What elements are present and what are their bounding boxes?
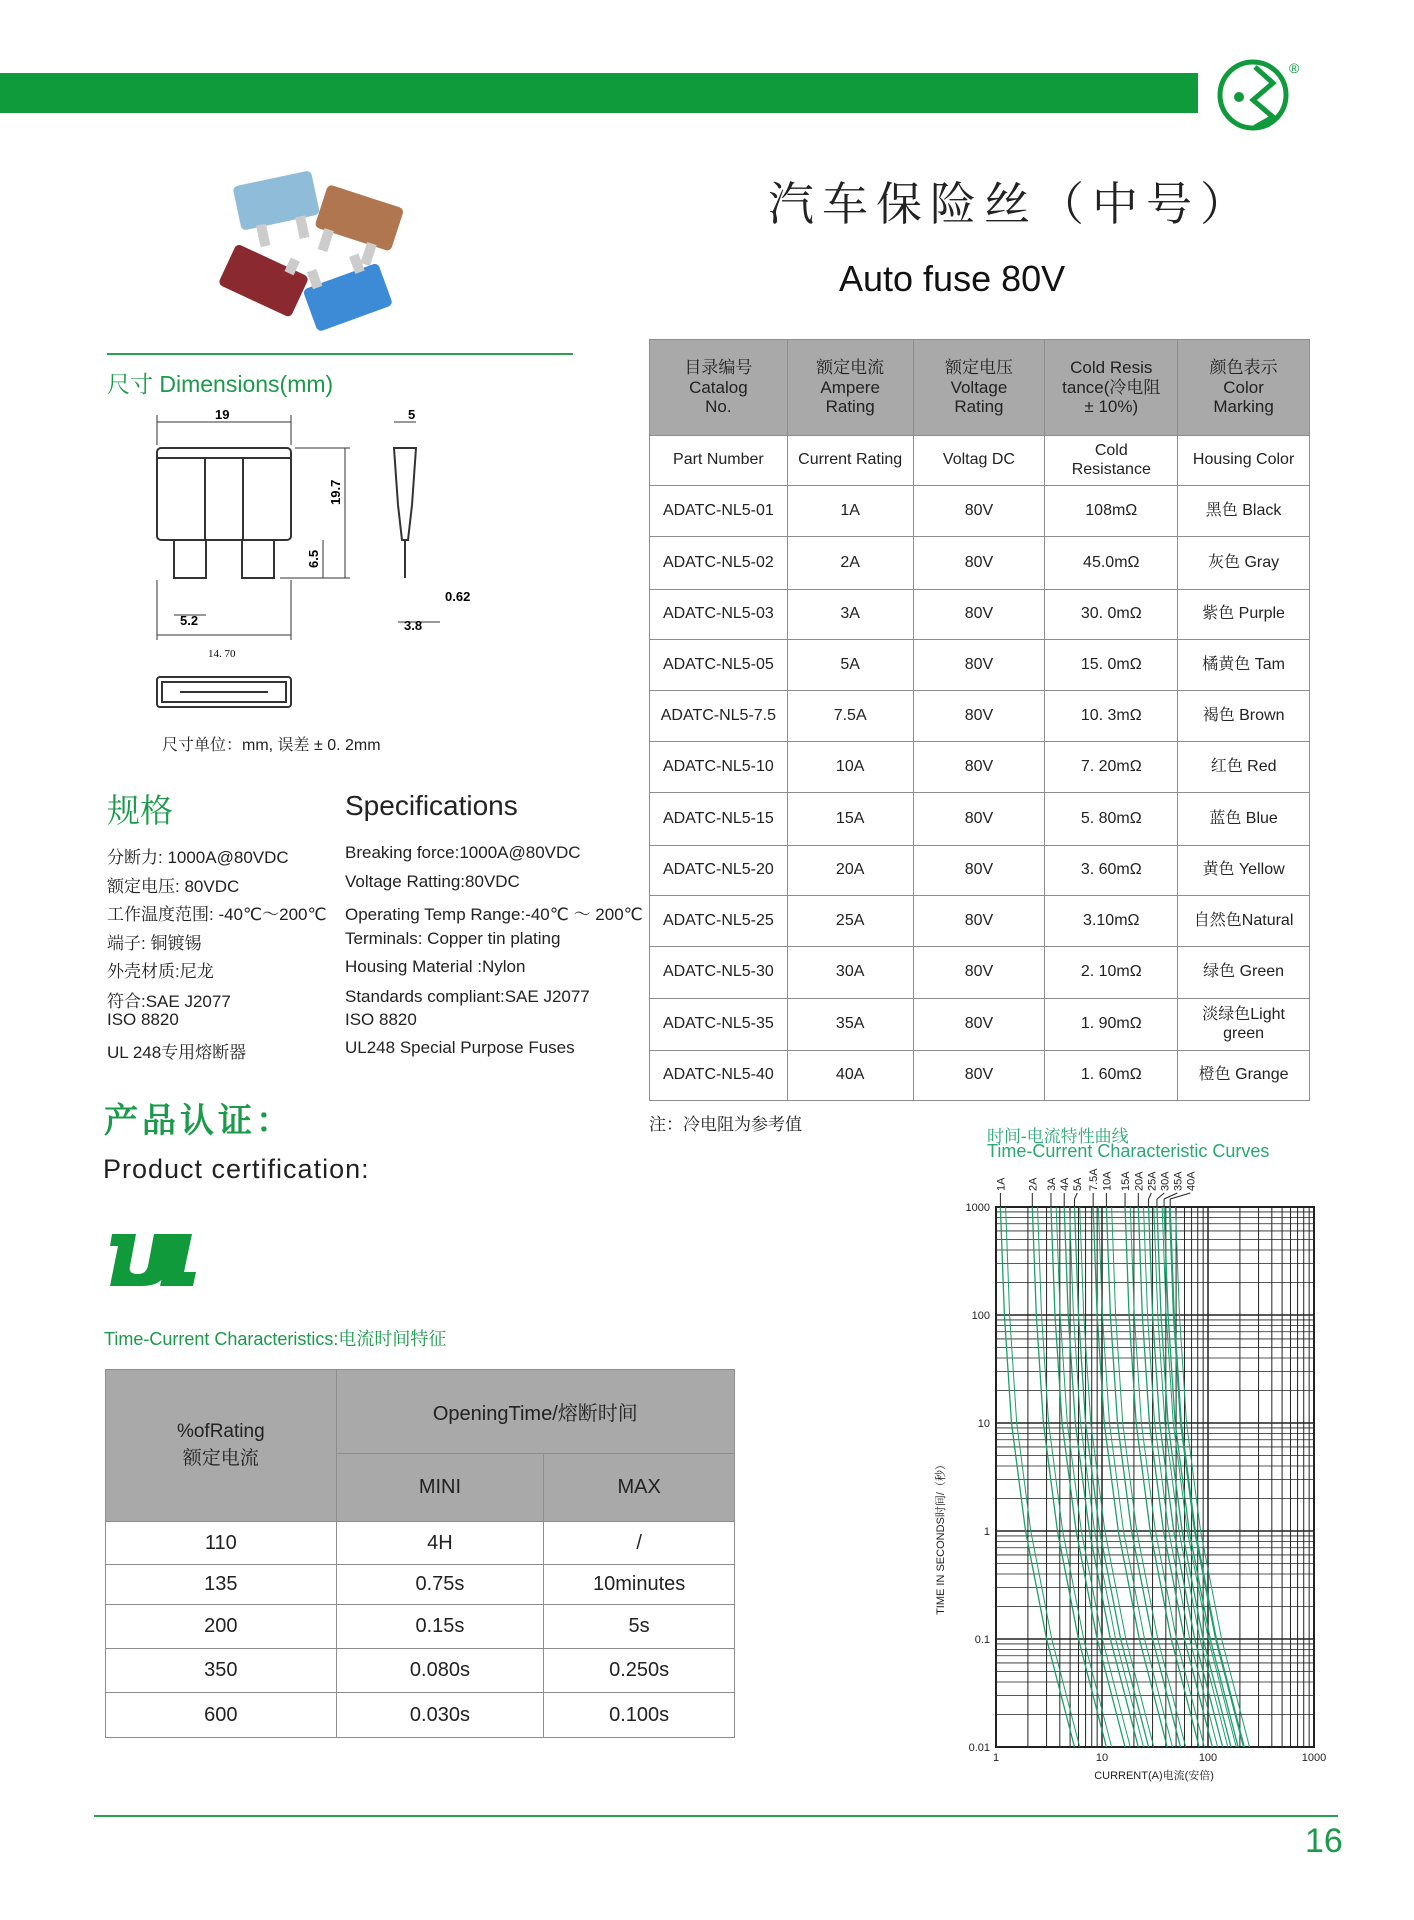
- table-row: [650, 537, 1310, 590]
- table-row: [650, 793, 1310, 846]
- x-tick-label: 1: [992, 1752, 1000, 1764]
- table-cell: 褐色 Brown: [1178, 691, 1310, 742]
- table-row: [106, 1649, 735, 1693]
- table-cell: 80V: [913, 640, 1045, 691]
- series-label: 10A: [1101, 1171, 1114, 1191]
- table-cell: 200: [106, 1605, 337, 1649]
- brand-logo: [1215, 55, 1305, 135]
- registered-mark: ®: [1289, 60, 1300, 76]
- certification-heading-en: Product certification:: [103, 1154, 370, 1184]
- spec-line-cn: 外壳材质:尼龙: [107, 962, 214, 981]
- dim-span-label: 14. 70: [208, 648, 236, 660]
- header-opening-time: OpeningTime/熔断时间: [336, 1370, 734, 1454]
- spec-line-en: Voltage Ratting:80VDC: [345, 872, 520, 891]
- unit-note: 尺寸单位：mm, 误差 ± 0. 2mm: [162, 737, 381, 754]
- series-label: 4A: [1059, 1177, 1072, 1191]
- series-label: 40A: [1185, 1171, 1198, 1191]
- table-cell: 135: [106, 1565, 337, 1605]
- table-row: [650, 436, 1310, 486]
- table-cell: 3.10mΩ: [1045, 896, 1178, 947]
- series-label: 2A: [1027, 1177, 1040, 1191]
- time-current-table: [105, 1369, 735, 1738]
- table-cell: ADATC-NL5-30: [650, 947, 788, 999]
- page-number: 16: [1305, 1822, 1343, 1860]
- table-row: [650, 486, 1310, 537]
- chart-title: Time-Current Characteristic Curves: [987, 1141, 1270, 1161]
- divider: [107, 353, 573, 355]
- table-cell: 10. 3mΩ: [1045, 691, 1178, 742]
- dim-thickness-label: 5: [408, 407, 416, 422]
- table-cell: 80V: [913, 537, 1045, 590]
- table-cell: 35A: [787, 999, 913, 1051]
- y-tick-label: 0.01: [968, 1742, 990, 1754]
- table-cell: 0.080s: [336, 1649, 544, 1693]
- dimension-drawing: [140, 400, 480, 720]
- table-cell: 0.250s: [544, 1649, 735, 1693]
- table-cell: ADATC-NL5-20: [650, 846, 788, 896]
- table-row: [650, 691, 1310, 742]
- table-cell: 7.5A: [787, 691, 913, 742]
- table-cell: 30. 0mΩ: [1045, 590, 1178, 640]
- table-cell: ADATC-NL5-10: [650, 742, 788, 793]
- dim-width-label: 19: [215, 407, 230, 422]
- table-cell: Cold Resistance: [1045, 436, 1178, 486]
- dim-side-label: 3.8: [404, 618, 423, 633]
- series-curve-max-40A: [1175, 1207, 1249, 1747]
- table-cell: ADATC-NL5-15: [650, 793, 788, 846]
- spec-line-cn: ISO 8820: [107, 1010, 179, 1029]
- series-label: 20A: [1133, 1171, 1146, 1191]
- table-cell: 橘黄色 Tam: [1178, 640, 1310, 691]
- table-cell: 3. 60mΩ: [1045, 846, 1178, 896]
- table-cell: 5A: [787, 640, 913, 691]
- series-leader: [1149, 1193, 1152, 1199]
- fuse-product-image: [207, 165, 412, 345]
- table-cell: 80V: [913, 691, 1045, 742]
- table-cell: 45.0mΩ: [1045, 537, 1178, 590]
- time-current-heading: Time-Current Characteristics:电流时间特征: [104, 1329, 447, 1349]
- series-leader: [1157, 1193, 1164, 1199]
- table-row: [650, 846, 1310, 896]
- table-row: [106, 1565, 735, 1605]
- table-cell: 黄色 Yellow: [1178, 846, 1310, 896]
- series-label: 7.5A: [1088, 1168, 1101, 1191]
- table-cell: 颜色表示 Color Marking: [1178, 340, 1310, 436]
- table-cell: 110: [106, 1522, 337, 1565]
- table-cell: 80V: [913, 947, 1045, 999]
- table-cell: 15. 0mΩ: [1045, 640, 1178, 691]
- series-label: 3A: [1045, 1177, 1058, 1191]
- table-cell: 4H: [336, 1522, 544, 1565]
- table-cell: 20A: [787, 846, 913, 896]
- table-cell: ADATC-NL5-03: [650, 590, 788, 640]
- spec-line-cn: UL 248专用熔断器: [107, 1043, 247, 1062]
- table-row: [650, 896, 1310, 947]
- table-cell: 红色 Red: [1178, 742, 1310, 793]
- title-chinese: 汽车保险丝（中号）: [768, 178, 1254, 230]
- series-label: 25A: [1146, 1171, 1159, 1191]
- table-cell: ADATC-NL5-02: [650, 537, 788, 590]
- table-cell: Current Rating: [787, 436, 913, 486]
- title-english: Auto fuse 80V: [839, 258, 1066, 299]
- table-cell: 1. 60mΩ: [1045, 1051, 1178, 1101]
- footer-divider: [94, 1815, 1338, 1817]
- table-cell: 108mΩ: [1045, 486, 1178, 537]
- table-cell: 80V: [913, 1051, 1045, 1101]
- plot-border: [996, 1207, 1314, 1747]
- y-tick-label: 10: [977, 1418, 990, 1430]
- spec-line-en: Standards compliant:SAE J2077: [345, 987, 590, 1006]
- ul-logo: [108, 1232, 198, 1288]
- table-cell: Voltag DC: [913, 436, 1045, 486]
- spec-line-cn: 工作温度范围: -40℃～200℃: [107, 905, 327, 924]
- table-cell: 80V: [913, 846, 1045, 896]
- table-cell: 0.15s: [336, 1605, 544, 1649]
- series-label: 35A: [1172, 1171, 1185, 1191]
- table-cell: 1. 90mΩ: [1045, 999, 1178, 1051]
- table-cell: 目录编号 Catalog No.: [650, 340, 788, 436]
- series-label: 5A: [1072, 1177, 1085, 1191]
- series-leader: [1074, 1193, 1077, 1199]
- spec-line-en: Operating Temp Range:-40℃ ～ 200℃: [345, 905, 643, 924]
- series-leader: [1170, 1193, 1190, 1199]
- dimensions-heading: 尺寸 Dimensions(mm): [107, 371, 334, 397]
- table-cell: 黑色 Black: [1178, 486, 1310, 537]
- certification-heading-cn: 产品认证：: [104, 1102, 294, 1140]
- table-cell: 灰色 Gray: [1178, 537, 1310, 590]
- time-current-chart: [920, 1160, 1360, 1800]
- table-cell: 绿色 Green: [1178, 947, 1310, 999]
- table-cell: 0.75s: [336, 1565, 544, 1605]
- series-label: 15A: [1120, 1171, 1133, 1191]
- spec-line-en: ISO 8820: [345, 1010, 417, 1029]
- table-cell: 蓝色 Blue: [1178, 793, 1310, 846]
- table-row: [106, 1693, 735, 1738]
- table-cell: 7. 20mΩ: [1045, 742, 1178, 793]
- y-tick-label: 0.1: [974, 1634, 990, 1646]
- table-cell: 额定电流 Ampere Rating: [787, 340, 913, 436]
- table-cell: Cold Resis tance(冷电阻 ± 10%): [1045, 340, 1178, 436]
- spec-line-en: Breaking force:1000A@80VDC: [345, 843, 581, 862]
- table-cell: ADATC-NL5-25: [650, 896, 788, 947]
- table-cell: 2A: [787, 537, 913, 590]
- spec-line-en: Terminals: Copper tin plating: [345, 929, 561, 948]
- table-row: [650, 640, 1310, 691]
- table-row: [650, 999, 1310, 1051]
- table-cell: 0.030s: [336, 1693, 544, 1738]
- y-tick-label: 1000: [965, 1202, 990, 1214]
- table-row: [650, 340, 1310, 436]
- table-cell: 80V: [913, 896, 1045, 947]
- series-curve-1A: [1000, 1207, 1074, 1747]
- table-cell: ADATC-NL5-35: [650, 999, 788, 1051]
- table-cell: 10minutes: [544, 1565, 735, 1605]
- dim-leg-label: 6.5: [306, 549, 321, 568]
- chart-title-cn: 时间-电流特性曲线: [987, 1127, 1129, 1146]
- spec-line-cn: 符合:SAE J2077: [107, 992, 231, 1011]
- header-max: MAX: [544, 1454, 735, 1522]
- table-cell: ADATC-NL5-40: [650, 1051, 788, 1101]
- table-cell: ADATC-NL5-7.5: [650, 691, 788, 742]
- spec-line-en: UL248 Special Purpose Fuses: [345, 1038, 575, 1057]
- table-cell: 30A: [787, 947, 913, 999]
- table-cell: ADATC-NL5-05: [650, 640, 788, 691]
- x-axis-title: CURRENT(A)电流(安倍): [1094, 1770, 1214, 1782]
- spec-line-cn: 端子: 铜镀锡: [107, 934, 202, 953]
- header-min: MINI: [336, 1454, 544, 1522]
- y-axis-title: TIME IN SECONDS时间/（秒）: [935, 1459, 947, 1615]
- table-cell: 80V: [913, 590, 1045, 640]
- table-cell: /: [544, 1522, 735, 1565]
- table-cell: 25A: [787, 896, 913, 947]
- table-cell: Housing Color: [1178, 436, 1310, 486]
- table-cell: 橙色 Grange: [1178, 1051, 1310, 1101]
- y-tick-label: 1: [983, 1526, 990, 1538]
- dim-gap-label: 5.2: [180, 613, 199, 628]
- series-label: 1A: [995, 1177, 1008, 1191]
- spec-line-cn: 额定电压: 80VDC: [107, 877, 240, 896]
- table-cell: 5s: [544, 1605, 735, 1649]
- table-row: [650, 1051, 1310, 1101]
- specs-heading-en: Specifications: [345, 790, 518, 821]
- series-label: 30A: [1159, 1171, 1172, 1191]
- spec-line-cn: 分断力: 1000A@80VDC: [107, 848, 289, 867]
- table-cell: 自然色Natural: [1178, 896, 1310, 947]
- table-row: [650, 947, 1310, 999]
- dim-height-label: 19.7: [328, 479, 343, 505]
- table-cell: 80V: [913, 999, 1045, 1051]
- header-rating: %ofRating 额定电流: [106, 1370, 337, 1522]
- table-cell: 600: [106, 1693, 337, 1738]
- table-cell: 3A: [787, 590, 913, 640]
- table-cell: 0.100s: [544, 1693, 735, 1738]
- table-cell: 80V: [913, 742, 1045, 793]
- table-row: [106, 1522, 735, 1565]
- header-bar: [0, 73, 1198, 113]
- spec-line-en: Housing Material :Nylon: [345, 957, 526, 976]
- table-cell: 淡绿色Light green: [1178, 999, 1310, 1051]
- table-cell: 紫色 Purple: [1178, 590, 1310, 640]
- x-tick-label: 10: [1095, 1752, 1109, 1764]
- specs-heading-cn: 规格: [107, 792, 173, 829]
- table-note: 注：冷电阻为参考值: [649, 1115, 802, 1134]
- table-cell: 80V: [913, 486, 1045, 537]
- table-cell: 15A: [787, 793, 913, 846]
- table-cell: 10A: [787, 742, 913, 793]
- table-cell: 2. 10mΩ: [1045, 947, 1178, 999]
- series-leader: [1164, 1193, 1177, 1199]
- table-cell: 1A: [787, 486, 913, 537]
- table-cell: 5. 80mΩ: [1045, 793, 1178, 846]
- table-row: [650, 742, 1310, 793]
- table-cell: 40A: [787, 1051, 913, 1101]
- table-cell: 80V: [913, 793, 1045, 846]
- table-cell: Part Number: [650, 436, 788, 486]
- table-row: [650, 590, 1310, 640]
- x-tick-label: 1000: [1301, 1752, 1327, 1764]
- y-tick-label: 100: [971, 1310, 990, 1322]
- x-tick-label: 100: [1198, 1752, 1218, 1764]
- dim-blade-label: 0.62: [445, 589, 471, 604]
- table-row: [106, 1605, 735, 1649]
- table-cell: ADATC-NL5-01: [650, 486, 788, 537]
- product-table: [649, 339, 1310, 1101]
- table-cell: 额定电压 Voltage Rating: [913, 340, 1045, 436]
- table-cell: 350: [106, 1649, 337, 1693]
